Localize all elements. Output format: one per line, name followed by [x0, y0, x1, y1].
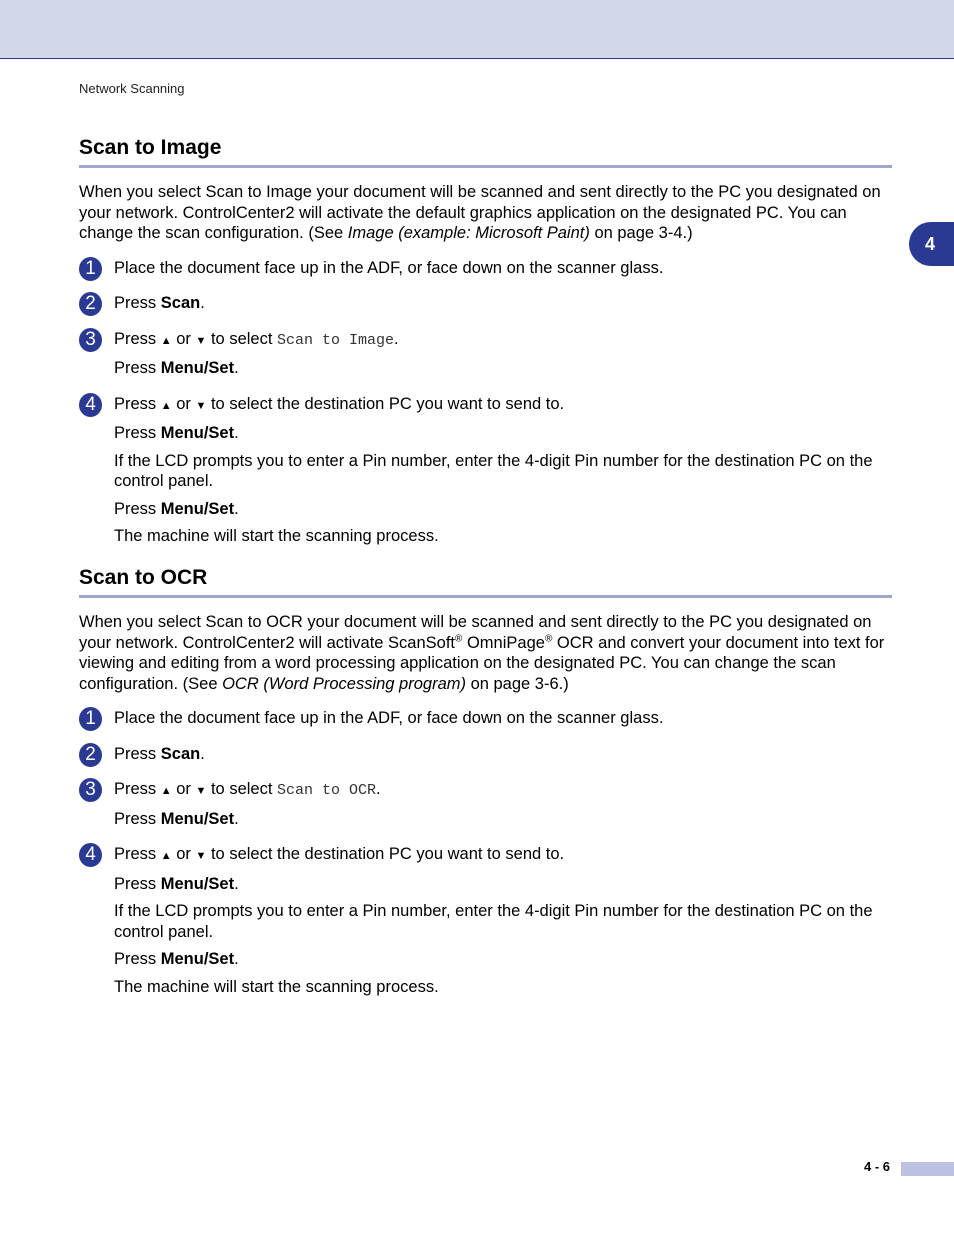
page-number: 4 - 6 — [864, 1159, 891, 1174]
step-1 — [79, 708, 892, 729]
final-note: The machine will start the scanning process. — [114, 527, 439, 545]
step-subtext: Press Menu/Set. — [114, 424, 239, 442]
section-title: Scan to Image — [79, 135, 892, 168]
step-number-badge: 4 — [79, 843, 102, 867]
final-note: The machine will start the scanning process. — [114, 977, 439, 996]
step-text: Place the document face up in the ADF, or face down on the scanner glass. — [114, 258, 664, 277]
cross-reference: Image (example: Microsoft Paint) — [347, 224, 590, 242]
key-name: Menu/Set — [160, 499, 235, 518]
registered-mark: ® — [455, 633, 463, 644]
step-subtext: Press Menu/Set. — [114, 809, 239, 828]
step-2 — [79, 744, 892, 765]
step-subtext: Press Menu/Set. — [114, 359, 239, 377]
step-3 — [79, 779, 892, 829]
step-3 — [79, 329, 892, 379]
step-number-badge: 2 — [79, 292, 102, 316]
step-subtext: Press Menu/Set. — [114, 874, 239, 893]
lcd-option: Scan to OCR — [277, 782, 377, 799]
key-name: Scan — [160, 744, 201, 763]
cross-reference: OCR (Word Processing program) — [222, 674, 466, 693]
registered-mark: ® — [544, 633, 553, 644]
step-number-badge: 2 — [79, 743, 102, 767]
section-title: Scan to OCR — [79, 565, 892, 598]
key-name: Menu/Set — [160, 950, 235, 968]
intro-text: OCR and convert your document into text for viewing and editing from a word processing application on the designated PC. You can change the scan configuration. (See — [79, 633, 885, 693]
intro-text: When you select Scan to OCR your document will be scanned and sent directly to the PC you designated on your network. ControlCenter2 will activate ScanSoft — [79, 613, 872, 652]
step-text: Press Scan. — [114, 744, 205, 763]
intro-text-end: on page 3-4.) — [589, 224, 693, 242]
step-4 — [79, 394, 892, 547]
step-number-badge: 1 — [79, 707, 102, 731]
step-1 — [79, 258, 892, 279]
lcd-option: Scan to Image — [277, 331, 395, 349]
up-arrow-icon: ▲ — [160, 785, 172, 797]
chapter-number: 4 — [925, 233, 936, 254]
step-text: Press ▲ or ▼ to select the destination PC you want to send to. — [114, 845, 565, 863]
running-head: Network Scanning — [79, 81, 185, 96]
intro-paragraph — [79, 612, 892, 694]
key-name: Scan — [160, 294, 201, 312]
section-scan-to-ocr — [79, 565, 892, 997]
step-number-badge: 4 — [79, 393, 102, 417]
intro-paragraph — [79, 182, 892, 244]
step-text: Place the document face up in the ADF, or face down on the scanner glass. — [114, 709, 664, 727]
down-arrow-icon: ▼ — [195, 399, 207, 412]
step-subtext: Press Menu/Set. — [114, 950, 239, 968]
up-arrow-icon: ▲ — [160, 399, 172, 412]
footer-bar — [901, 1162, 954, 1176]
down-arrow-icon: ▼ — [195, 785, 207, 797]
step-4 — [79, 844, 892, 997]
step-text: Press Scan. — [114, 294, 205, 312]
step-text: Press ▲ or ▼ to select Scan to OCR. — [114, 780, 381, 799]
header-band — [0, 0, 954, 59]
chapter-tab — [909, 222, 954, 266]
down-arrow-icon: ▼ — [195, 334, 207, 347]
step-number-badge: 3 — [79, 778, 102, 802]
step-2 — [79, 293, 892, 314]
intro-text-end: on page 3-6.) — [465, 674, 569, 693]
step-number-badge: 3 — [79, 328, 102, 352]
key-name: Menu/Set — [160, 424, 235, 442]
pin-instruction: If the LCD prompts you to enter a Pin number, enter the 4-digit Pin number for the destination PC on the control panel. — [114, 451, 873, 490]
key-name: Menu/Set — [160, 809, 235, 828]
down-arrow-icon: ▼ — [195, 850, 207, 862]
section-scan-to-image — [79, 135, 892, 547]
pin-instruction: If the LCD prompts you to enter a Pin number, enter the 4-digit Pin number for the destination PC on the control panel. — [114, 902, 873, 941]
key-name: Menu/Set — [160, 359, 235, 377]
intro-text: OmniPage — [462, 633, 545, 652]
up-arrow-icon: ▲ — [160, 334, 172, 347]
step-number-badge: 1 — [79, 257, 102, 281]
key-name: Menu/Set — [160, 874, 235, 893]
step-text: Press ▲ or ▼ to select the destination PC you want to send to. — [114, 394, 565, 413]
step-subtext: Press Menu/Set. — [114, 499, 239, 518]
up-arrow-icon: ▲ — [160, 850, 172, 862]
step-text: Press ▲ or ▼ to select Scan to Image. — [114, 329, 399, 349]
intro-text: When you select Scan to Image your document will be scanned and sent directly to the PC you designated on your network. ControlCenter2 will activate the default graphics application on the designated PC. You can change the scan configuration. (See — [79, 183, 881, 242]
